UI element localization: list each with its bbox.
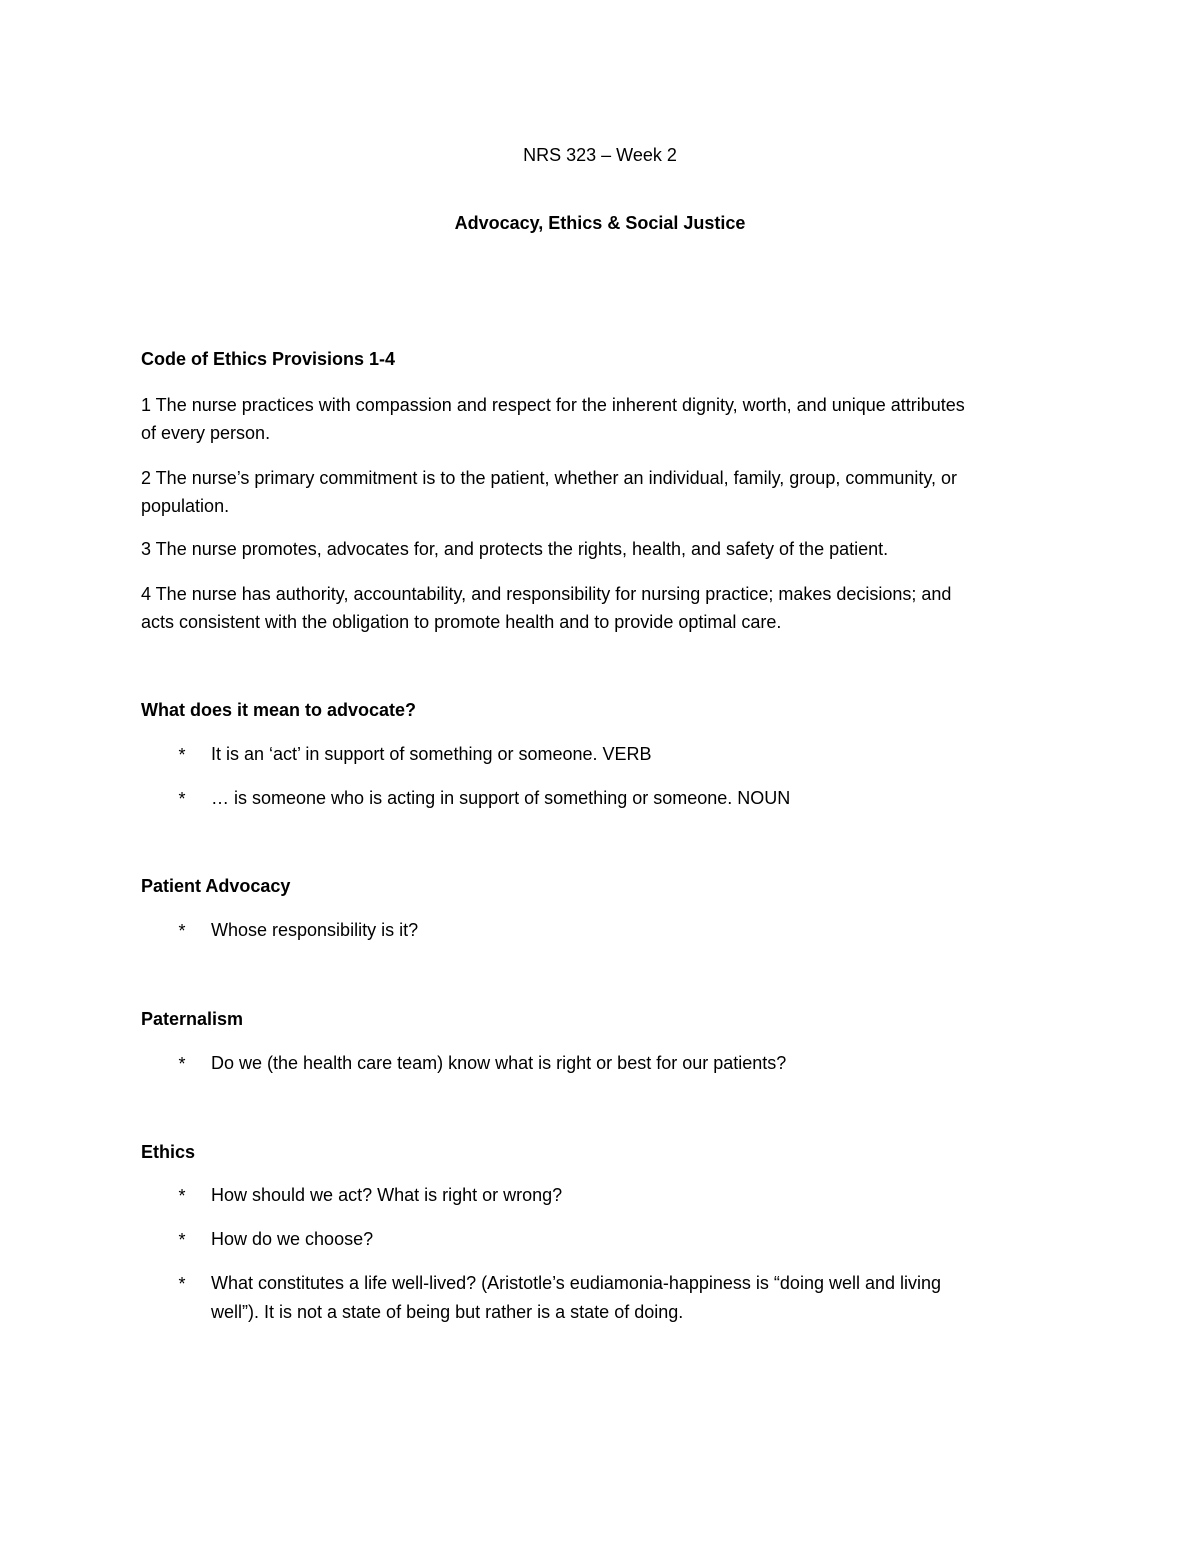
provision-4-line-2: acts consistent with the obligation to promote health and to provide optimal care.	[141, 612, 782, 632]
provision-3-line-1: 3 The nurse promotes, advocates for, and protects the rights, health, and safety of the patient.	[141, 539, 889, 559]
bullet-marker: *	[178, 745, 186, 765]
ethics-item-life-well-lived-line-2: well”). It is not a state of being but rather is a state of doing.	[211, 1302, 684, 1322]
advocate-item-noun: … is someone who is acting in support of something or someone. NOUN	[211, 788, 791, 808]
provision-2-line-2: population.	[141, 496, 230, 516]
ethics-item-life-well-lived-line-1: What constitutes a life well-lived? (Aristotle’s eudiamonia-happiness is “doing well and living	[211, 1273, 942, 1293]
advocate-heading: What does it mean to advocate?	[141, 700, 417, 720]
advocate-item-verb: It is an ‘act’ in support of something or someone. VERB	[211, 744, 652, 764]
bullet-marker: *	[178, 921, 186, 941]
paternalism-heading: Paternalism	[141, 1009, 244, 1029]
provision-2-line-1: 2 The nurse’s primary commitment is to the patient, whether an individual, family, group, community, or	[141, 468, 958, 488]
bullet-marker: *	[178, 1054, 186, 1074]
course-header: NRS 323 – Week 2	[523, 145, 677, 165]
bullet-marker: *	[178, 1186, 186, 1206]
provision-4-line-1: 4 The nurse has authority, accountability, and responsibility for nursing practice; makes decisions; and	[141, 584, 952, 604]
bullet-marker: *	[178, 789, 186, 809]
provision-1-line-1: 1 The nurse practices with compassion and respect for the inherent dignity, worth, and unique attributes	[141, 395, 965, 415]
provision-1-line-2: of every person.	[141, 423, 271, 443]
patient-advocacy-item: Whose responsibility is it?	[211, 920, 419, 940]
ethics-heading: Ethics	[141, 1142, 196, 1162]
code-of-ethics-heading: Code of Ethics Provisions 1-4	[141, 349, 396, 369]
patient-advocacy-heading: Patient Advocacy	[141, 876, 291, 896]
ethics-item-act: How should we act? What is right or wrong?	[211, 1185, 563, 1205]
bullet-marker: *	[178, 1230, 186, 1250]
document-title: Advocacy, Ethics & Social Justice	[454, 213, 746, 233]
ethics-item-choose: How do we choose?	[211, 1229, 374, 1249]
paternalism-item: Do we (the health care team) know what is right or best for our patients?	[211, 1053, 787, 1073]
bullet-marker: *	[178, 1274, 186, 1294]
